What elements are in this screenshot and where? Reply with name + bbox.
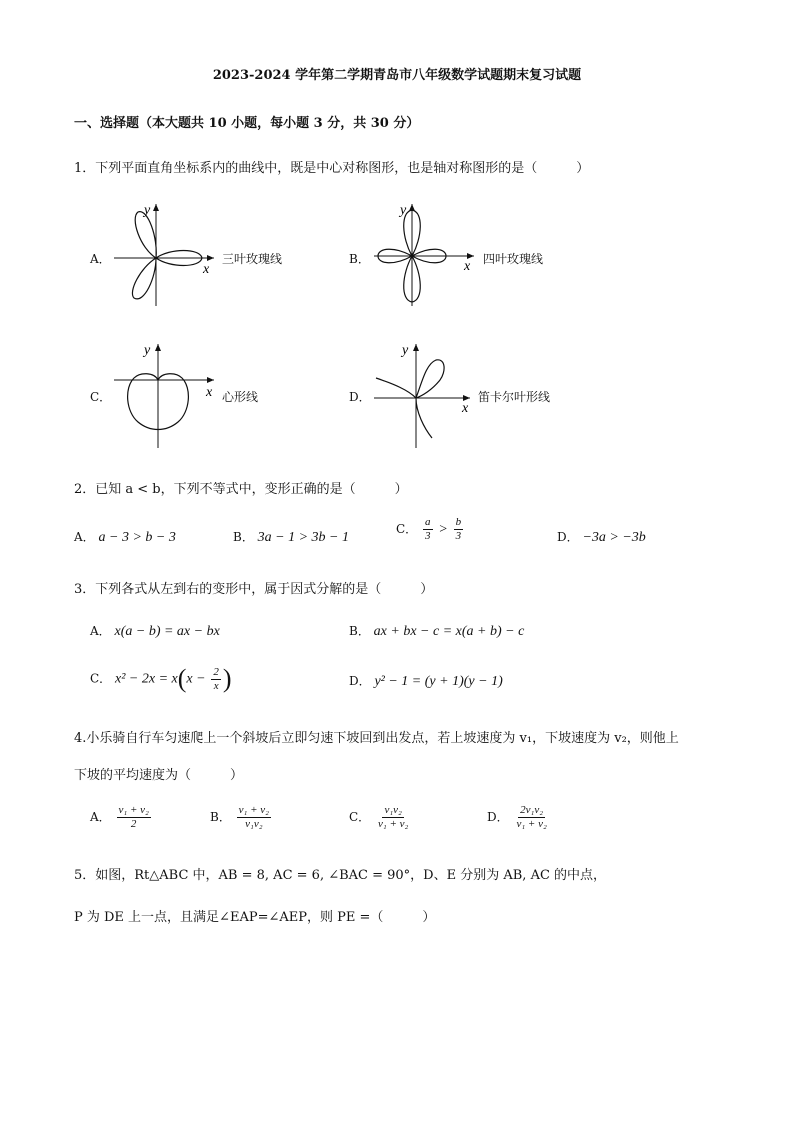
question-1-stem: 1．下列平面直角坐标系内的曲线中，既是中心对称图形，也是轴对称图形的是（ ） [74,161,590,176]
q3-option-a-letter: A． [90,624,111,638]
q3-option-c-expr-pre: x² − 2x = x [115,671,178,687]
page-title: 2023-2024 学年第二学期青岛市八年级数学试题期末复习试题 [212,68,582,83]
q3-option-d-letter: D． [349,674,371,688]
question-5-stem-line2: P 为 DE 上一点，且满足∠EAP=∠AEP，则 PE =（ ） [74,910,436,925]
q1-option-a-graph [110,198,220,308]
q4-option-b [210,804,273,831]
q1-option-a-caption: 三叶玫瑰线 [222,252,283,266]
q2-option-d-letter: D． [557,530,579,544]
q4-option-c [349,804,412,831]
q2-option-c-frac-right: $\frac{b}{3}$ [455,516,462,542]
q2-option-b-expr: 3a − 1 > 3b − 1 [257,530,349,545]
q2-option-c [396,516,465,543]
q3-option-a-expr: x(a − b) = ax − bx [114,624,220,639]
q4-option-a [90,804,153,831]
q3-option-d-expr: y² − 1 = (y + 1)(y − 1) [374,674,503,689]
q2-option-a-expr: a − 3 > b − 3 [98,530,176,545]
q2-option-c-relation: > [438,522,448,537]
q3-option-c-letter: C． [90,671,112,686]
q1-option-b-caption: 四叶玫瑰线 [483,252,544,266]
q3-option-b [349,622,524,640]
q4-option-a-frac: $\frac{\text{v₁ + v₂}}{2}$ [118,804,149,830]
q2-option-a-letter: A． [74,530,95,544]
q1-c-y-label: y [144,343,151,358]
q3-option-d [349,672,503,690]
q4-option-c-letter: C． [349,810,371,824]
q1-option-c-caption: 心形线 [222,390,259,404]
q1-b-y-label: y [400,203,407,218]
q1-option-c-letter: C． [90,390,112,404]
q3-option-c-expr-in: x − [186,671,206,687]
q3-option-c-frac: $\frac{2}{x}$ [213,665,219,692]
q3-option-b-expr: ax + bx − c = x(a + b) − c [373,624,525,639]
question-2-stem: 2．已知 a < b，下列不等式中，变形正确的是（ ） [74,482,408,497]
q1-option-d-graph [370,338,480,450]
q1-option-b-graph [370,198,480,308]
q1-a-x-label: x [203,262,210,277]
q3-option-a [90,622,220,640]
q1-d-x-label: x [462,401,469,416]
question-5-stem-line1: 5．如图，Rt△ABC 中，AB = 8, AC = 6, ∠BAC = 90°，D、E 分别为 AB, AC 的中点， [74,868,607,883]
q4-option-d-frac: $\frac{\text{2v₁v₂}}{\text{v₁ + v₂}}$ [516,804,547,830]
question-4-stem-line1: 4.小乐骑自行车匀速爬上一个斜坡后立即匀速下坡回到出发点，若上坡速度为 v₁，下坡速度为 v₂，则他上 [74,731,679,746]
q2-option-a [74,528,176,546]
q1-option-b-letter: B． [349,252,370,266]
q2-option-b [233,528,349,546]
section-heading: 一、选择题（本大题共 10 小题，每小题 3 分，共 30 分） [74,116,420,131]
q4-option-d-letter: D． [487,810,509,824]
q2-option-b-letter: B． [233,530,254,544]
q4-option-d [487,804,551,831]
q1-c-x-label: x [206,385,213,400]
q2-option-d [557,528,646,546]
q3-option-b-letter: B． [349,624,370,638]
q4-option-a-letter: A． [90,810,111,824]
q3-option-c: C． x² − 2x = x(x − $\frac{2}{x}$ ) [90,664,232,693]
q2-option-c-letter: C． [396,522,418,536]
q4-option-b-letter: B． [210,810,231,824]
q1-option-a-letter: A． [90,252,111,266]
q2-option-c-frac-left: $\frac{a}{3}$ [425,516,431,542]
q1-option-d-caption: 笛卡尔叶形线 [478,390,551,404]
q1-option-d-letter: D． [349,390,371,404]
q1-d-y-label: y [402,343,409,358]
q2-option-d-expr: −3a > −3b [582,530,646,545]
q4-option-c-frac: $\frac{\text{v₁v₂}}{\text{v₁ + v₂}}$ [378,804,409,830]
q1-b-x-label: x [464,259,471,274]
q4-option-b-frac: $\frac{\text{v₁ + v₂}}{\text{v₁v₂}}$ [238,804,269,830]
question-4-stem-line2: 下坡的平均速度为（ ） [74,768,244,783]
q1-option-c-graph [110,338,225,450]
question-3-stem: 3．下列各式从左到右的变形中，属于因式分解的是（ ） [74,582,434,597]
q1-a-y-label: y [144,203,151,218]
